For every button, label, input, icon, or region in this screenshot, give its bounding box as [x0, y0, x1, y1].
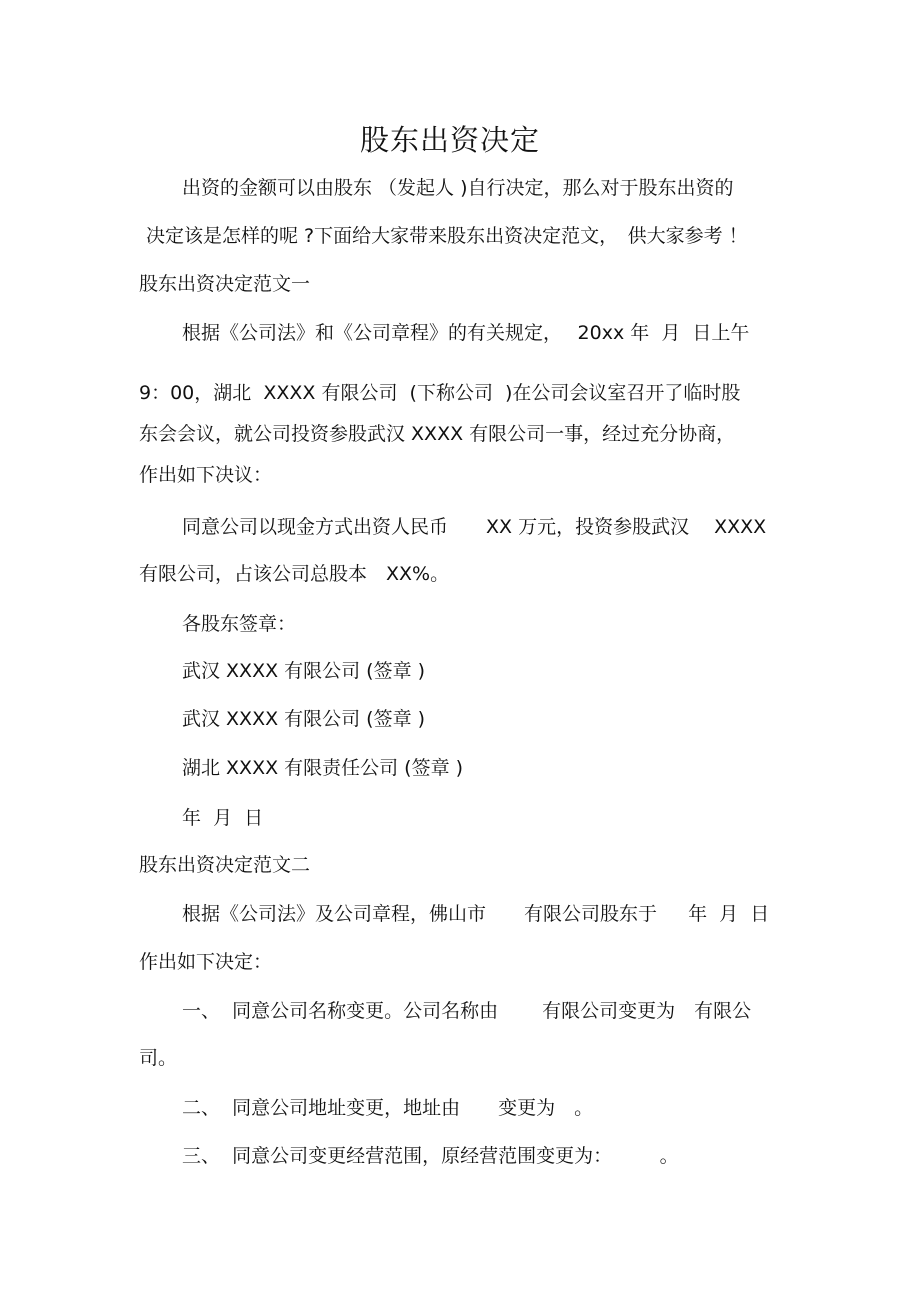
- document-title: 股东出资决定: [359, 123, 540, 157]
- sample-2-item-3: 三、 同意公司变更经营范围，原经营范围变更为： 。: [182, 1145, 679, 1167]
- sample-1-paragraph-2-line-1: 同意公司以现金方式出资人民币 XX 万元，投资参股武汉 XXXX: [182, 516, 767, 538]
- sample-2-item-1-line-2: 司。: [139, 1047, 178, 1069]
- signatures-label: 各股东签章：: [182, 613, 297, 635]
- sample-2-item-1-line-1: 一、 同意公司名称变更。公司名称由 有限公司变更为 有限公: [182, 1000, 752, 1022]
- signature-line-2: 武汉 XXXX 有限公司 (签章 ): [182, 708, 426, 730]
- sample-2-item-2: 二、 同意公司地址变更，地址由 变更为 。: [182, 1097, 594, 1119]
- sample-1-paragraph-1-line-2: 9：00，湖北 XXXX 有限公司 (下称公司 )在公司会议室召开了临时股: [139, 382, 741, 404]
- sample-1-paragraph-2-line-2: 有限公司，占该公司总股本 XX%。: [139, 563, 450, 585]
- signature-line-3: 湖北 XXXX 有限责任公司 (签章 ): [182, 757, 464, 779]
- signature-line-1: 武汉 XXXX 有限公司 (签章 ): [182, 660, 426, 682]
- intro-line-1: 出资的金额可以由股东 （发起人 )自行决定，那么对于股东出资的: [182, 177, 734, 199]
- sample-1-heading: 股东出资决定范文一: [139, 273, 311, 295]
- sample-2-paragraph-1-line-1: 根据《公司法》及公司章程，佛山市 有限公司股东于 年 月 日: [182, 903, 770, 925]
- intro-line-2: 决定该是怎样的呢 ?下面给大家带来股东出资决定范文， 供大家参考 ！: [146, 225, 748, 247]
- date-line: 年 月 日: [182, 807, 264, 829]
- sample-2-heading: 股东出资决定范文二: [139, 854, 311, 876]
- sample-2-paragraph-1-line-2: 作出如下决定：: [139, 951, 273, 973]
- sample-1-paragraph-1-line-3: 东会会议，就公司投资参股武汉 XXXX 有限公司一事，经过充分协商，: [139, 423, 736, 445]
- sample-1-paragraph-1-line-1: 根据《公司法》和《公司章程》的有关规定， 20xx 年 月 日上午: [182, 322, 750, 344]
- sample-1-paragraph-1-line-4: 作出如下决议：: [139, 464, 273, 486]
